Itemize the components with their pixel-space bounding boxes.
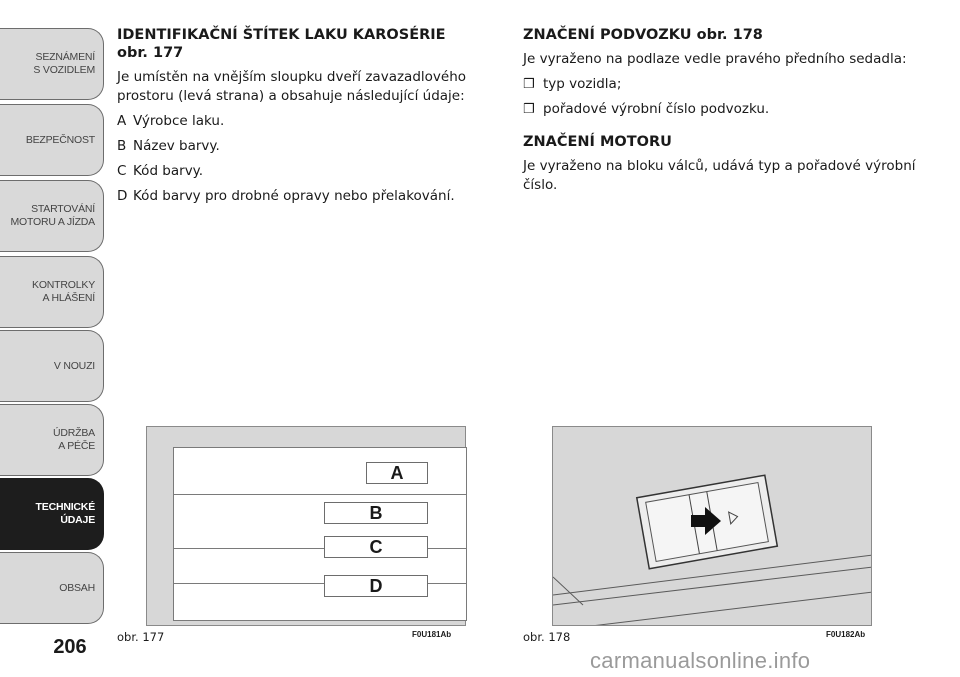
checkbox-bullet-icon: ❒: [523, 77, 535, 92]
label-box-a: A: [366, 462, 428, 484]
label-box-c: C: [324, 536, 428, 558]
engine-heading: ZNAČENÍ MOTORU: [523, 134, 672, 150]
chassis-engine-section: [523, 26, 923, 201]
page-number: 206: [53, 636, 87, 658]
chassis-figure-ref: obr. 178: [696, 27, 763, 43]
paint-label-heading: [117, 26, 497, 62]
chassis-heading: [523, 26, 923, 44]
tab-seznameni-s-vozidlem[interactable]: SEZNÁMENÍ S VOZIDLEM: [0, 28, 104, 100]
arrow-pointer-icon: [687, 501, 727, 541]
tab-startovani-motoru[interactable]: STARTOVÁNÍ MOTORU A JÍZDA: [0, 180, 104, 252]
figure-178-code: F0U182Ab: [826, 630, 866, 639]
label-box-d: D: [324, 575, 428, 597]
paint-label-section: [117, 26, 497, 212]
figure-177-code: F0U181Ab: [412, 630, 452, 639]
bullet-text: typ vozidla;: [543, 76, 622, 92]
chassis-heading-text: ZNAČENÍ PODVOZKU: [523, 27, 692, 43]
tab-bezpecnost[interactable]: BEZPEČNOST: [0, 104, 104, 176]
tab-v-nouzi[interactable]: V NOUZI: [0, 330, 104, 402]
figure-chassis-marking: [552, 426, 872, 626]
paint-label-intro: Je umístěn na vnějším sloupku dveří zavazadlového prostoru (levá strana) a obsahuje následující údaje:: [117, 69, 467, 104]
list-item: [523, 75, 923, 94]
chassis-text: Je vyraženo na podlaze vedle pravého předního sedadla:: [523, 51, 907, 67]
paint-label-figure-ref: obr. 177: [117, 45, 184, 61]
list-item: [117, 112, 497, 131]
list-item: [117, 137, 497, 156]
item-text: Kód barvy.: [133, 163, 204, 179]
item-letter: D: [117, 188, 128, 204]
figure-177-caption: obr. 177: [117, 630, 165, 644]
tab-kontrolky[interactable]: KONTROLKY A HLÁŠENÍ: [0, 256, 104, 328]
item-letter: C: [117, 163, 127, 179]
list-item: [523, 100, 923, 119]
figure-paint-label: [146, 426, 466, 626]
item-letter: A: [117, 113, 127, 129]
watermark: carmanualsonline.info: [590, 648, 811, 673]
item-text: Výrobce laku.: [133, 113, 225, 129]
bullet-text: pořadové výrobní číslo podvozku.: [543, 101, 770, 117]
figure-178-caption: obr. 178: [523, 630, 571, 644]
label-box-b: B: [324, 502, 428, 524]
list-item: [117, 162, 497, 181]
paint-label-heading-text: IDENTIFIKAČNÍ ŠTÍTEK LAKU KAROSÉRIE: [117, 27, 446, 43]
checkbox-bullet-icon: ❒: [523, 102, 535, 117]
paint-label-illustration: [173, 447, 467, 621]
tab-udrzba-a-pece[interactable]: ÚDRŽBA A PÉČE: [0, 404, 104, 476]
item-letter: B: [117, 138, 127, 154]
tab-obsah[interactable]: OBSAH: [0, 552, 104, 624]
item-text: Kód barvy pro drobné opravy nebo přelakování.: [133, 188, 455, 204]
list-item: [117, 187, 497, 206]
tab-technicke-udaje[interactable]: TECHNICKÉ ÚDAJE: [0, 478, 104, 550]
item-text: Název barvy.: [133, 138, 220, 154]
engine-text: Je vyraženo na bloku válců, udává typ a pořadové výrobní číslo.: [523, 158, 916, 193]
